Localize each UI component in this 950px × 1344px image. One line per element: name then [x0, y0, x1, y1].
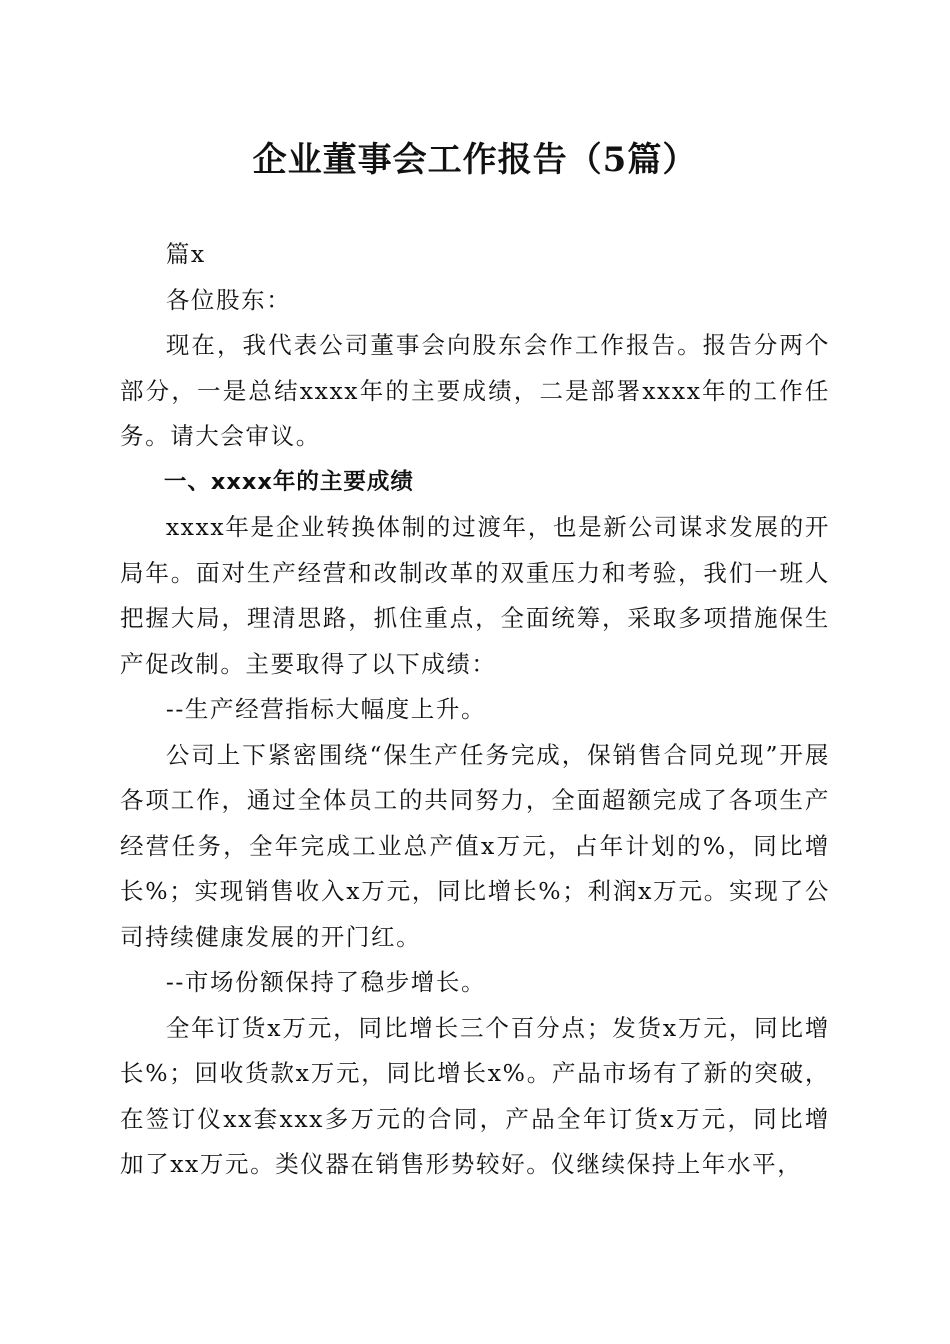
document-body — [120, 232, 830, 1188]
document-title: 企业董事会工作报告（5篇） — [252, 140, 698, 180]
subheading-market: --市场份额保持了稳步增长。 — [165, 968, 487, 996]
salutation: 各位股东： — [165, 285, 292, 314]
body-paragraph: xxxx年是企业转换体制的过渡年，也是新公司谋求发展的开局年。面对生产经营和改制改革的双重压力和考验，我们一班人把握大局，理清思路，抓住重点，全面统筹，采取多项措施保生产促改制。主要取得了以下成绩： — [120, 513, 830, 678]
section-heading: 一、xxxx年的主要成绩 — [163, 468, 414, 495]
body-paragraph: 全年订货x万元，同比增长三个百分点；发货x万元，同比增长%；回收货款x万元，同比增长x%。产品市场有了新的突破，在签订仪xx套xxx多万元的合同，产品全年订货x万元，同比增加了xx万元。类仪器在销售形势较好。仪继续保持上年水平， — [120, 1013, 830, 1178]
subheading-production: --生产经营指标大幅度上升。 — [165, 695, 487, 723]
section-label: 篇x — [165, 240, 206, 268]
intro-paragraph: 现在，我代表公司董事会向股东会作工作报告。报告分两个部分，一是总结xxxx年的主要成绩，二是部署xxxx年的工作任务。请大会审议。 — [120, 331, 830, 450]
body-paragraph: 公司上下紧密围绕“保生产任务完成，保销售合同兑现”开展各项工作，通过全体员工的共同努力，全面超额完成了各项生产经营任务，全年完成工业总产值x万元，占年计划的%，同比增长%；实现销售收入x万元，同比增长%；利润x万元。实现了公司持续健康发展的开门红。 — [120, 740, 830, 951]
